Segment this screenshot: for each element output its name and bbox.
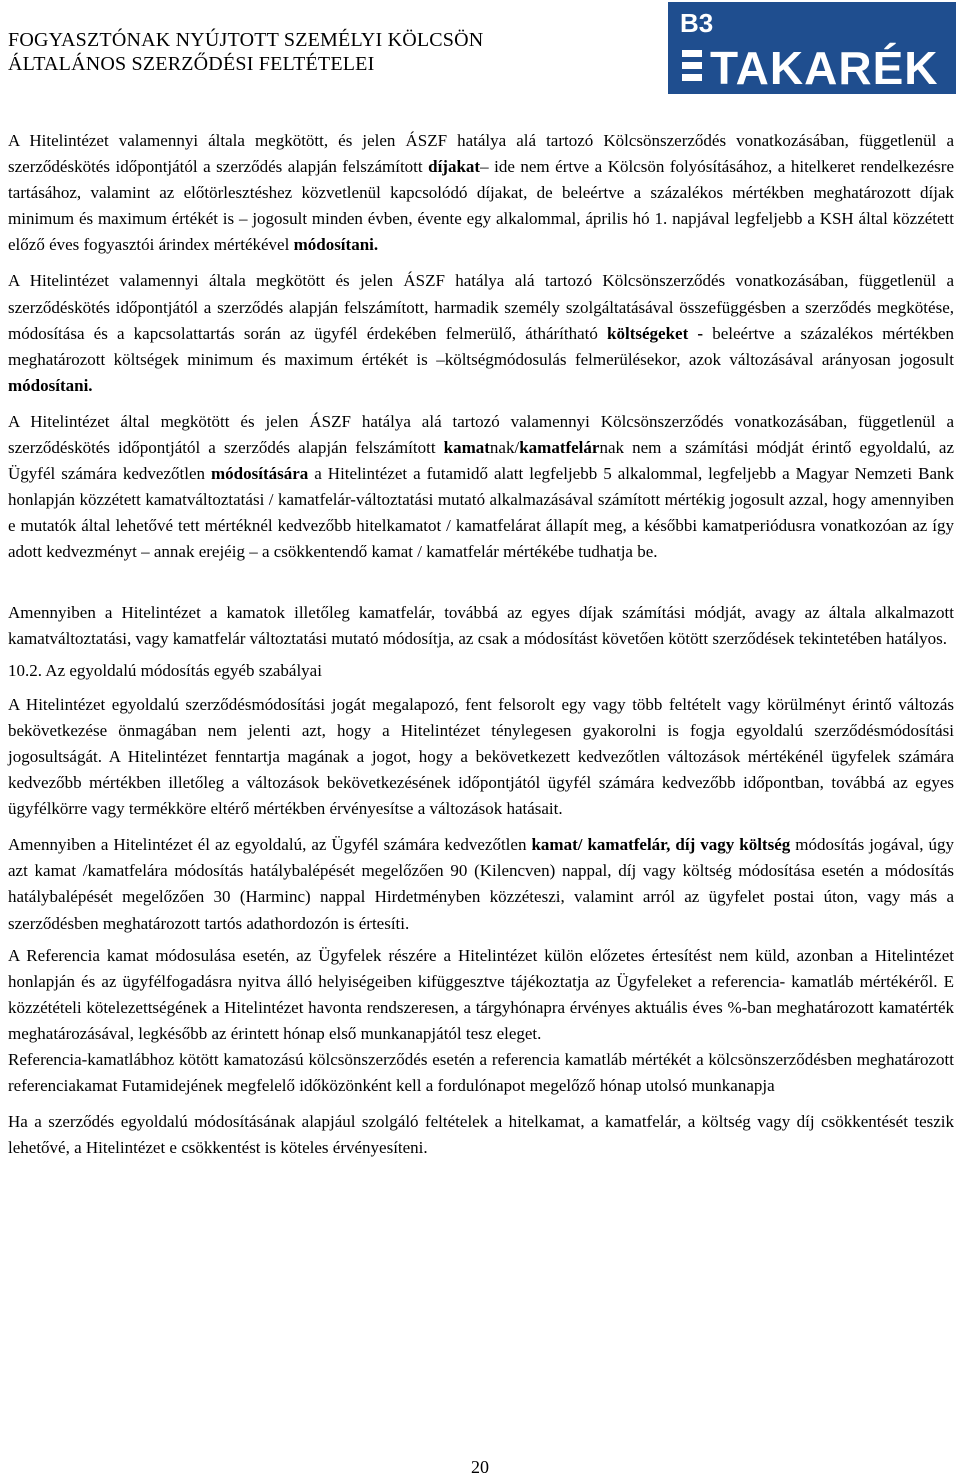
logo-emblem-icon xyxy=(682,50,702,81)
page-number: 20 xyxy=(471,1457,489,1477)
paragraph-fee-modification: A Hitelintézet valamennyi általa megkötött, és jelen ÁSZF hatálya alá tartozó Kölcsönszerződés vonatkozásában, függetlenül a szerződéskötés időpontjától a szerződés alapján felszámított díjakat– ide nem értve a Kölcsön folyósításához, a hitelkeret rendelkezésre tartásához, valamint az előtörlesztéshez közvetlenül kapcsolódó díjakat, de beleértve a százalékos mértékben meghatározott díjak minimum és maximum értékét is – jogosult minden évben, évente egy alkalommal, április hó 1. napjával legfeljebb a KSH által közzétett előző éves fogyasztói árindex mértékével módosítani. xyxy=(8,131,954,255)
paragraph-reduction: Ha a szerződés egyoldalú módosításának alapjául szolgáló feltételek a hitelkamat, a kamatfelár, a költség vagy díj csökkentését teszik lehetővé, a Hitelintézet e csökkentést is köteles érvényesíteni. xyxy=(8,1112,954,1158)
paragraph-reference-rate: A Referencia kamat módosulása esetén, az Ügyfelek részére a Hitelintézet külön előzetes értesítést nem küld, azonban a Hitelintézet honlapján és az ügyfélfogadásra nyitva álló helyiségeiben kifüggesztve tájékoztatja az Ügyfeleket a referencia- kamatláb mértékéről. E közzétételi kötelezettségének a Hitelintézet havonta rendszeresen, a tárgyhónapra érvényes aktuális éves %-ban meghatározott kamatérték meghatározásával, legkésőbb az érintett hónap első munkanapjától tesz eleget. xyxy=(8,945,954,1043)
paragraph-notification: Amennyiben a Hitelintézet él az egyoldalú, az Ügyfél számára kedvezőtlen kamat/ kamatfelár, díj vagy költség módosítás jogával, úgy azt kamat /kamatfelára módosítás hatálybalépését megelőzően 90 (Kilencven) nappal, díj vagy költség módosítása esetén a módosítás hatálybalépését megelőzően 30 (Harminc) nappal Hirdetményben közzéteszi, valamint arról az ügyfelet postai úton, vagy más a szerződésben meghatározott tartós adathordozón is értesíti. xyxy=(8,835,954,933)
paragraph-modification-right: A Hitelintézet egyoldalú szerződésmódosítási jogát megalapozó, fent felsorolt egy vagy több feltételt vagy körülményt érintő változás bekövetkezése önmagában nem jelenti azt, hogy a Hitelintézet ténylegesen gyakorolni is fogja egyoldalú szerződésmódosítási jogosultságát. A Hitelintézet fenntartja magának a jogot, hogy a bekövetkezett kedvezőtlen változások mértékénél ügyfelek számára kedvezőbb mértékben illetőleg a változások bekövetkezésének időpontjától ügyfél számára kedvezőbb időpontban, továbbá az egyes ügyfélkörre vagy termékköre eltérő mértékben érvényesítse a változások hatásait. xyxy=(8,694,954,819)
document-body xyxy=(8,128,954,1161)
document-title-line2: ÁLTALÁNOS SZERZŐDÉSI FELTÉTELEI xyxy=(8,53,375,75)
document-title xyxy=(8,28,628,76)
page-header xyxy=(0,0,960,118)
document-title-line1: FOGYASZTÓNAK NYÚJTOTT SZEMÉLYI KÖLCSÖN xyxy=(8,29,484,51)
paragraph-calculation-method: Amennyiben a Hitelintézet a kamatok illetőleg kamatfelár, továbbá az egyes díjak számítási módját, avagy az általa alkalmazott kamatváltoztatási, vagy kamatfelár változtatási mutató módosítja, az csak a módosítást követően kötött szerződések tekintetében hatályos. xyxy=(8,602,954,648)
paragraph-interest-modification: A Hitelintézet által megkötött és jelen ÁSZF hatálya alá tartozó valamennyi Kölcsönszerződés vonatkozásában, függetlenül a szerződéskötés időpontjától a szerződés alapján felszámított kamatnak/kamatfelárnak nem a számítási módját érintő egyoldalú, az Ügyfél számára kedvezőtlen módosítására a Hitelintézet a futamidő alatt legfeljebb 5 alkalommal, legfeljebb a Magyar Nemzeti Bank honlapján közzétett kamatváltoztatási / kamatfelár-változtatási mutató alkalmazásával számított mértékig jogosult azzal, hogy amennyiben e mutatók által lehetővé tett mértéknél kedvezőbb hitelkamatot / kamatfelárat állapít meg, a későbbi kamatperiódusra vonatkozóan az így adott kedvezményt – annak erejéig – a csökkentendő kamat / kamatfelár mértékébe tudhatja be. xyxy=(8,411,954,562)
section-heading-10-2: 10.2. Az egyoldalú módosítás egyéb szabályai xyxy=(8,660,322,680)
logo-b3-text: B3 xyxy=(680,8,714,38)
b3-takarek-logo xyxy=(668,2,956,94)
paragraph-cost-modification: A Hitelintézet valamennyi általa megkötött és jelen ÁSZF hatálya alá tartozó Kölcsönszerződés vonatkozásában, függetlenül a szerződéskötés időpontjától a szerződés alapján felszámított, harmadik személy szolgáltatásával összefüggésben a szerződés megkötése, módosítása és a kapcsolattartás során az ügyfél érdekében felmerülő, áthárítható költségeket - beleértve a százalékos mértékben meghatározott költségek minimum és maximum értékét is –költségmódosulás felmerülésekor, azok változásával arányosan jogosult módosítani. xyxy=(8,271,954,395)
paragraph-reference-rate-loan: Referencia-kamatlábhoz kötött kamatozású kölcsönszerződés esetén a referencia kamatláb mértékét a kölcsönszerződésben meghatározott referenciakamat Futamidejének megfelelő időközönként kell a fordulónapot megelőző hónap utolsó munkanapja xyxy=(8,1050,954,1096)
logo-brand-text: TAKARÉK xyxy=(710,42,939,94)
